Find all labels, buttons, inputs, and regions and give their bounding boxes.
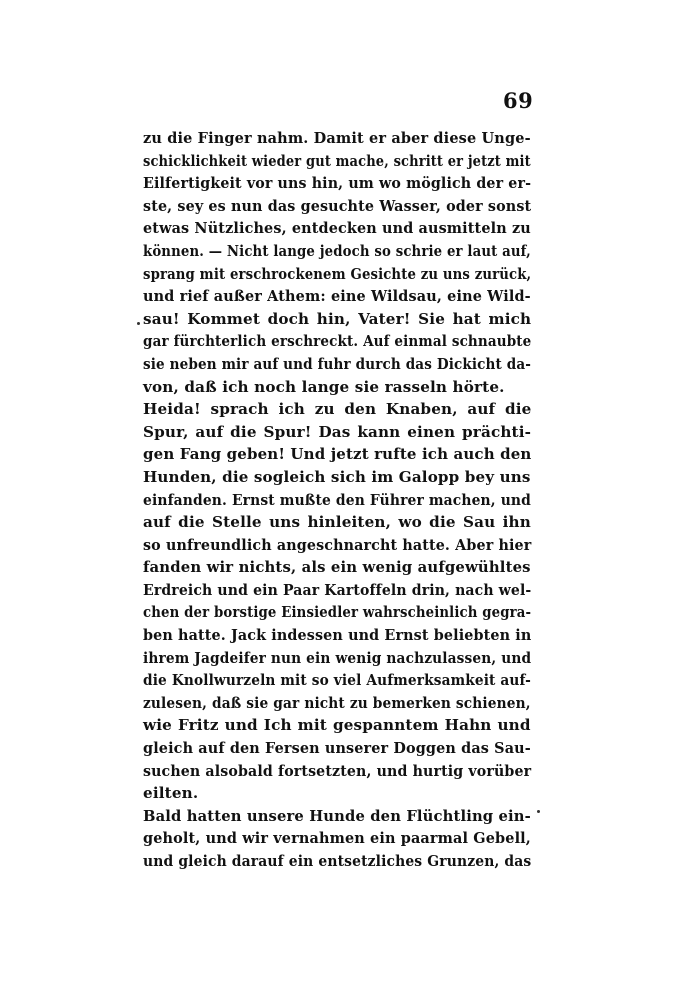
- text-line-content: die Knollwurzeln mit so viel Aufmerksamkeit auf-: [143, 671, 531, 690]
- text-line: [143, 217, 531, 240]
- text-line-content: gar fürchterlich erschreckt. Auf einmal schnaubte: [143, 332, 532, 351]
- text-line-content: gen Fang geben! Und jetzt rufte ich auch den: [143, 445, 532, 464]
- text-line-content: und gleich darauf ein entsetzliches Grunzen, das: [143, 852, 532, 870]
- text-line: [143, 669, 531, 692]
- text-line-content: einfanden. Ernst mußte den Führer machen, und: [143, 490, 531, 509]
- text-line-content: gleich auf den Fersen unserer Doggen das Sau-: [143, 739, 531, 758]
- text-line-content: können. — Nicht lange jedoch so schrie er laut auf,: [143, 241, 531, 260]
- text-line: [143, 850, 531, 873]
- text-line-content: Eilfertigkeit vor uns hin, um wo möglich der er-: [143, 174, 532, 193]
- text-line: [143, 601, 531, 624]
- text-line: [143, 195, 531, 218]
- text-line-content: ste, sey es nun das gesuchte Wasser, oder sonst: [143, 196, 532, 215]
- text-line: [143, 489, 531, 512]
- text-line-content: sie neben mir auf und fuhr durch das Dickicht da-: [143, 354, 532, 373]
- text-line: [143, 556, 531, 579]
- text-line-content: etwas Nützliches, entdecken und ausmitteln zu: [143, 219, 531, 238]
- body-text: [143, 127, 531, 873]
- text-line-content: Hunden, die sogleich sich im Galopp bey uns: [143, 467, 531, 486]
- text-line-content: Spur, auf die Spur! Das kann einen prächti-: [143, 422, 532, 441]
- text-line: [143, 263, 531, 286]
- text-line-content: eilten.: [143, 784, 199, 803]
- text-line: [143, 353, 531, 376]
- text-line: [143, 150, 531, 173]
- text-line: [143, 737, 531, 760]
- text-line-content: schicklichkeit wieder gut mache, schritt er jetzt mit: [143, 151, 531, 170]
- text-line-content: wie Fritz und Ich mit gespanntem Hahn und: [143, 716, 531, 735]
- text-line: [143, 376, 531, 399]
- text-line-content: fanden wir nichts, als ein wenig aufgewühltes: [143, 558, 531, 577]
- text-line-content: Bald hatten unsere Hunde den Flüchtling ein-: [143, 806, 531, 825]
- text-line-content: ihrem Jagdeifer nun ein wenig nachzulassen, und: [143, 648, 532, 667]
- text-line-content: Heida! sprach ich zu den Knaben, auf die: [143, 400, 532, 419]
- text-line-content: zu die Finger nahm. Damit er aber diese Unge-: [143, 129, 531, 147]
- text-line: [143, 443, 531, 466]
- text-line: [143, 466, 531, 489]
- text-line: [143, 398, 531, 421]
- print-speck: [537, 810, 540, 813]
- text-line: [143, 421, 531, 444]
- text-line: [143, 285, 531, 308]
- text-line-content: ben hatte. Jack indessen und Ernst beliebten in: [143, 626, 532, 645]
- text-line: [143, 624, 531, 647]
- text-line: [143, 692, 531, 715]
- text-line: [143, 714, 531, 737]
- text-line-content: geholt, und wir vernahmen ein paarmal Gebell,: [143, 829, 531, 848]
- text-line-content: zulesen, daß sie gar nicht zu bemerken schienen,: [143, 693, 531, 712]
- text-line-content: von, daß ich noch lange sie rasseln hörte.: [143, 377, 505, 396]
- text-line-content: sau! Kommet doch hin, Vater! Sie hat mich: [143, 309, 532, 328]
- text-line: [143, 308, 531, 331]
- text-line: [143, 805, 531, 828]
- text-line: [143, 782, 531, 805]
- text-line-content: chen der borstige Einsiedler wahrscheinlich gegra-: [143, 603, 532, 622]
- text-line-content: Erdreich und ein Paar Kartoffeln drin, nach wel-: [143, 580, 532, 599]
- text-line: [143, 760, 531, 783]
- text-line-content: auf die Stelle uns hinleiten, wo die Sau ihn: [143, 513, 531, 532]
- page-number: 69: [503, 88, 534, 113]
- text-line: [143, 240, 531, 263]
- text-line: [143, 647, 531, 670]
- text-line-content: so unfreundlich angeschnarcht hatte. Aber hier: [143, 535, 532, 554]
- text-line-content: und rief außer Athem: eine Wildsau, eine Wild-: [143, 287, 531, 306]
- print-speck: [137, 322, 140, 325]
- text-line-content: suchen alsobald fortsetzten, und hurtig vorüber: [143, 761, 532, 780]
- text-line: [143, 534, 531, 557]
- text-line: [143, 579, 531, 602]
- text-line: [143, 172, 531, 195]
- text-line: [143, 827, 531, 850]
- text-line-content: sprang mit erschrockenem Gesichte zu uns zurück,: [143, 264, 532, 283]
- text-line: [143, 511, 531, 534]
- text-line: [143, 330, 531, 353]
- text-line: [143, 127, 531, 150]
